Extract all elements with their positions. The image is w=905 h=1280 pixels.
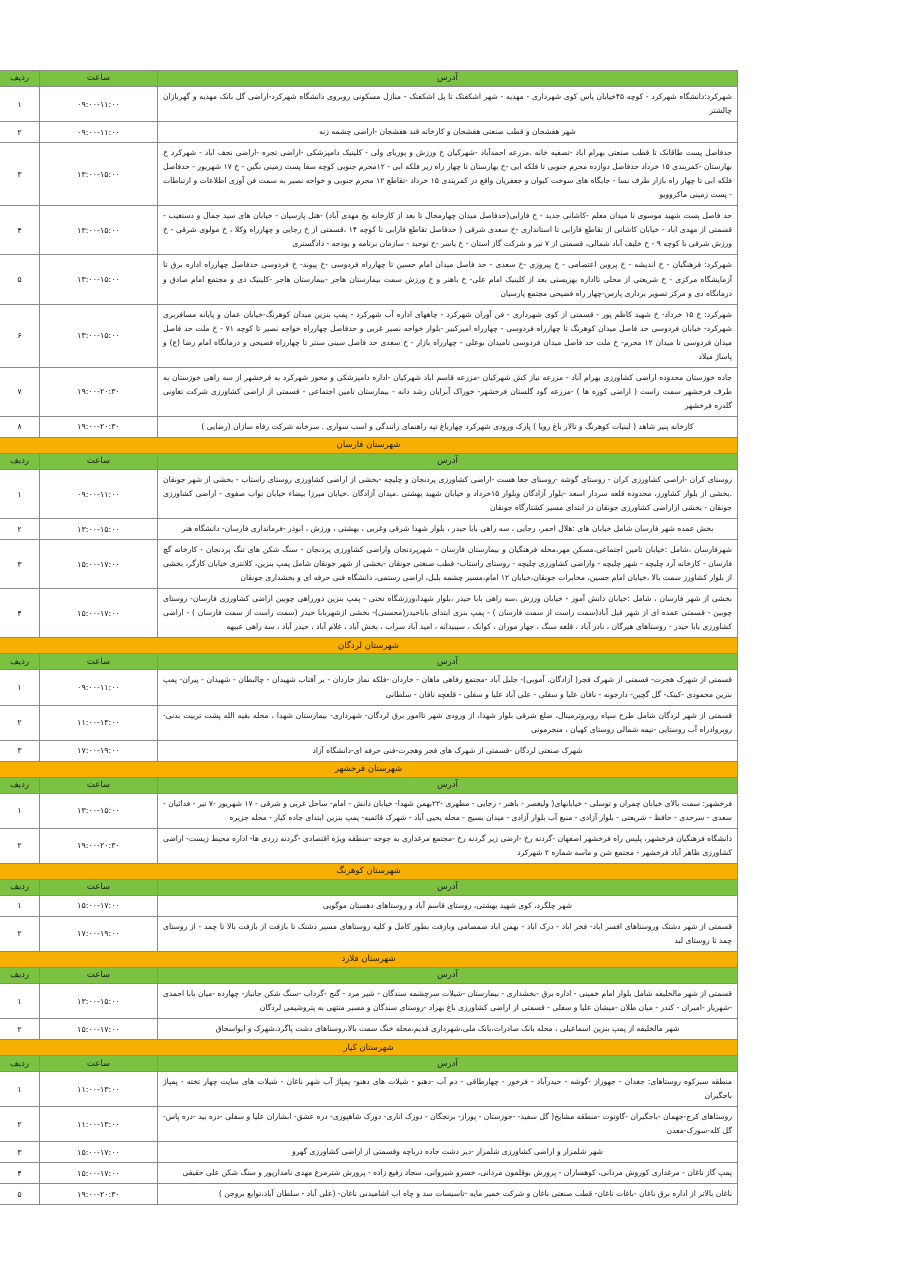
city-section-header [0, 1040, 738, 1056]
column-header-row [0, 71, 738, 87]
column-header-address: آدرس [158, 71, 738, 87]
cell-outage-time: ۱۱:۰۰-۱۳:۰۰ [40, 1072, 158, 1107]
cell-address: شهرکرد: فرهنگیان - خ اندیشه - خ پروین اعتصامی - خ پیروزی -خ سعدی - حد فاصل میدان امام حسین تا چهارراه فردوسی -خ پیوند- خ فردوسی حدفاصل چهارراه اداره برق تا آزمایشگاه مرکزی - خ شریعتی از محلی تااداره بهزیستی بعد از کلینیک امام علی- خ باهنر و خ ورزش سمت بیمارستان هاجر -بیمارستان هاجر -کلینیک دی و مجتمع امام صادق و درمانگاه دی و مرکز تصویر برداری پارس-چهار راه فصیحی مجتمع پارسیان [158, 255, 738, 304]
cell-address: شهرفارسان ،شامل :خیابان تامین اجتماعی،مسکن مهر،محله فرهنگیان و بیمارستان فارسان - شهرپردنجان واراضی کشاورزی پردنجان - سنگ شکن های تنگ پردنجان - کارخانه گچ فارسان - کارخانه آرد چلیچه - شهر چلیچه - واراضی کشاورزی چلیچه - روستای راستاب- قطب صنعتی جونقان -بخشی از شهر جونقان شامل پمپ بنزین، کلانتری خیابان کارگر، بخشی از بلوار کشاورز سمت بالا ،خیابان امام حسین، مخابرات جونقان،خیابان ۱۲ امام،مسیر چشمه بلبل، اراضی رستمی، دانشگاه فنی حرفه ای و بخشداری جونقان [158, 540, 738, 589]
cell-address: دانشگاه فرهنگیان فرخشهر، پلیس راه فرخشهر اصفهان -گردنه رخ -ارضی زیر گردنه رخ -مجتمع مرغداری به جوجه -منطقه ویژه اقتصادی -گردنه زردی ها- اداره محیط زیست- اراضی کشاورزی ظاهر آباد فرخشهر - مجتمع شن و ماسه شماره ۲ شهرکرد [158, 828, 738, 863]
outage-schedule-table [0, 70, 738, 1205]
cell-outage-time: ۱۱:۰۰-۱۳:۰۰ [40, 1107, 158, 1142]
column-header-row [0, 879, 738, 895]
column-header-time: ساعت [40, 654, 158, 670]
cell-address: حد فاصل پست شهید موسوی تا میدان معلم -کاشانی جدید - خ فارابی(حدفاصل میدان چهارمحال تا بعد از کارخانه یخ مهدی آباد) -هتل پارسیان - خیابان های سید جمال و دستغیب - قسمتی از مهدی اباد - خیابان کاشانی از تقاطع فارابی تا استانداری -خ سعدی شرقی ( حدفاصل تقاطع فارابی تا کوچه ۱۴ ،قسمتی از خ رجایی و چهارراه وکلا ، خ مولوی شرقی - خ ورزش شرقی تا کوچه ۹ - خ خلیف آباد شمالی، قسمتی از ۷ تیر و شرکت گاز استان - خ یاسر -خ توحید - سازمان برنامه و بودجه - دادگستری [158, 206, 738, 255]
table-row [0, 1163, 738, 1184]
column-header-time: ساعت [40, 968, 158, 984]
cell-row-number: ۱ [0, 984, 40, 1019]
cell-row-number: ۱ [0, 1072, 40, 1107]
city-section-header [0, 638, 738, 654]
table-row [0, 1184, 738, 1205]
cell-address: حدفاصل پست طاقانک تا قطب صنعتی بهرام اباد -تصفیه خانه .مزرعه احمدآباد -شهرکیان خ ورزش و پوربای ولی - کلینیک دامپزشکی -اراضی تجره -اراضی نجف اباد - شهرکرد خ بهارستان -کمربندی ۱۵ خرداد حدفاصل دوازده محرم جنوبی تا فلکه ابی -خ بهارستان تا چهار راه زیر فلکه ابی - ۱۲محرم جنوبی کوچه سفا پست زمینی نگین - خ ۱۷ شهریور - حدفاصل فلکه ابی تا چهار راه بازار طرف نسا - جایگاه های سوخت کیوان و جعفریان واقع در کمربندی ۱۵ خرداد -تقاطع ۱۲ محرم جنوبی و خواجه نصیر به سمت فن آوری اطلاعات و ارتباطات - پست زمینی ماکروویو [158, 143, 738, 206]
cell-row-number: ۵ [0, 255, 40, 304]
cell-outage-time: ۱۵:۰۰-۱۷:۰۰ [40, 540, 158, 589]
column-header-row-number: ردیف [0, 879, 40, 895]
city-name: شهرستان لردگان [0, 638, 738, 654]
cell-outage-time: ۰۹:۰۰-۱۱:۰۰ [40, 122, 158, 143]
column-header-row-number: ردیف [0, 654, 40, 670]
column-header-row-number: ردیف [0, 777, 40, 793]
cell-address: قسمتی از شهر دشتک وروستاهای افسر اباد- فخر اباد - درک اباد - بهمن اباد صمصامی وبازفت بطور کامل و کلیه روستاهای مسیر دشتک تا بازفت از بازفت بالا تا چمد - از روستای چمد تا روستای لبد [158, 916, 738, 951]
cell-address: شهرکرد: خ ۱۵ خرداد- خ شهید کاظم پور - قسمتی از کوی شهرداری - فن آوران شهرکرد - چاههای اداره آب شهرکرد - پمپ بنزین میدان کوهرنگ-خیابان عمان و پایانه مسافربری شهرکرد- خیابان فردوسی حد فاصل میدان کوهرنگ تا چهارراه فردوسی - چهارراه امیرکبیر -بلوار خواجه نصیر غربی و حدفاصل چهارراه خواجه نصیر تا کوچه ۷۱ - خ ملت حد فاصل میدان فردوسی تا میدان ۱۲ محرم- خ ملت حد فاصل میدان فردوسی تامیدان بوعلی - چهارراه بازار - خ سعدی حد فاصل سینی سنتر تا چهارراه فصیحی و درمانگاه امام رضا (ع) و پاساژ میلاد [158, 304, 738, 367]
table-row [0, 670, 738, 705]
column-header-row [0, 777, 738, 793]
cell-row-number: ۲ [0, 916, 40, 951]
cell-address: شهر شلمزار و اراضی کشاورزی شلمزار -دیز دشت جاده درباچه وقسمتی از اراضی کشاورزی گهرو [158, 1142, 738, 1163]
city-section-header [0, 863, 738, 879]
cell-outage-time: ۱۹:۰۰-۲۰:۳۰ [40, 828, 158, 863]
cell-address: فرخشهر: سمت بالای خیابان چمران و توسلی - خیابانهای( ولیعصر - باهنر - رجایی - مطهری -۲۲بهمن شهدا- خیابان دانش - امام- ساحل غربی و شرقی - ۱۷ شهریور -۷ تیر - فدائیان - سعدی - سرحدی - حافظ - شریعتی - بلوار آزادی - منبع آب بلوار آزادی - میدان بسیج - محله یحیی آباد - شهرک قائمیه- پمپ بنزین ابتدای جاده کیار - محله جزیره [158, 793, 738, 828]
cell-row-number: ۳ [0, 1142, 40, 1163]
cell-row-number: ۲ [0, 122, 40, 143]
table-row [0, 1072, 738, 1107]
column-header-time: ساعت [40, 879, 158, 895]
column-header-row [0, 453, 738, 469]
cell-address: کارخانه پنیر شاهد ( لبنیات کوهرنگ و تالار باغ رویا ) پارک ورودی شهرکرد چهارباغ تپه راهنمای رانندگی و اسب سواری . سرخانه شرکت رفاه سازان (رضایی ) [158, 416, 738, 437]
table-row [0, 1019, 738, 1040]
cell-row-number: ۱ [0, 670, 40, 705]
table-row [0, 793, 738, 828]
cell-address: جاده خوزستان محدوده اراضی کشاورزی بهرام آباد - مزرعه نیاز کش شهرکیان -مزرعه قاسم اباد شهرکیان -اداره دامپزشکی و محور شهرکرد به فرخشهر از سه راهی خوزستان به طرف فرخشهر سمت راست ( اراضی کوره ها ) -مزرعه گود گلستان فرخشهر- خوراک آبزایان رشد دانه - بیمارستان تامین اجتماعی - قسمتی از اراضی کشاورزی شرکت تعاونی گلدره فرخشهر [158, 367, 738, 416]
table-row [0, 519, 738, 540]
column-header-row [0, 1056, 738, 1072]
cell-outage-time: ۰۹:۰۰-۱۱:۰۰ [40, 670, 158, 705]
cell-outage-time: ۱۳:۰۰-۱۵:۰۰ [40, 793, 158, 828]
column-header-address: آدرس [158, 777, 738, 793]
cell-outage-time: ۰۹:۰۰-۱۱:۰۰ [40, 87, 158, 122]
table-row [0, 589, 738, 638]
cell-outage-time: ۱۵:۰۰-۱۷:۰۰ [40, 895, 158, 916]
table-row [0, 87, 738, 122]
cell-address: شهرک صنعتی لردگان -قسمتی از شهرک های فجر وهجرت-فنی حرفه ای-دانشگاه آزاد [158, 740, 738, 761]
table-row [0, 367, 738, 416]
city-section-header [0, 761, 738, 777]
cell-row-number: ۶ [0, 304, 40, 367]
column-header-row-number: ردیف [0, 1056, 40, 1072]
table-row [0, 984, 738, 1019]
cell-row-number: ۲ [0, 1107, 40, 1142]
cell-outage-time: ۱۳:۰۰-۱۵:۰۰ [40, 519, 158, 540]
column-header-time: ساعت [40, 71, 158, 87]
cell-address: شهر چلگرد، کوی شهید بهشتی، روستای قاسم آباد و روستاهای دهستان موگویی [158, 895, 738, 916]
city-name: شهرستان فلارد [0, 952, 738, 968]
cell-outage-time: ۱۷:۰۰-۱۹:۰۰ [40, 916, 158, 951]
table-row [0, 1107, 738, 1142]
table-row [0, 143, 738, 206]
column-header-time: ساعت [40, 1056, 158, 1072]
column-header-row [0, 654, 738, 670]
cell-outage-time: ۱۳:۰۰-۱۵:۰۰ [40, 304, 158, 367]
cell-address: ناغان بالاتر از اداره برق ناغان -باغات ناغان- قطب صنعتی ناغان و شرکت خمیر مایه -تاسیسات سد و چاه اب اشامیدنی ناغان- (علی آباد - سلطان آباد،توابع بروجن ) [158, 1184, 738, 1205]
cell-row-number: ۱ [0, 895, 40, 916]
column-header-address: آدرس [158, 968, 738, 984]
column-header-row [0, 968, 738, 984]
cell-row-number: ۱ [0, 469, 40, 518]
column-header-time: ساعت [40, 453, 158, 469]
cell-address: بخش عمده شهر فارسان شامل خیابان های :هلال احمر، رجایی ، سه راهی بابا حیدر ، بلوار شهدا شرقی وغربی ، بهشتی ، ورزش ، ابوذر -فرمانداری فارسان- دانشگاه هنر [158, 519, 738, 540]
column-header-address: آدرس [158, 879, 738, 895]
column-header-row-number: ردیف [0, 968, 40, 984]
column-header-row-number: ردیف [0, 453, 40, 469]
table-row [0, 740, 738, 761]
table-row [0, 705, 738, 740]
cell-address: شهرکرد:دانشگاه شهرکرد - کوچه ۴۵خیابان یاس کوی شهرداری - مهدیه - شهر اشکفتک تا پل اشکفتک - منازل مسکونی روبروی دانشگاه شهرکرد-اراضی گل بانک مهدیه و گهربازان چالشتر [158, 87, 738, 122]
cell-address: منطقه سبزکوه روستاهای: جغدان - جهوراز -گوشه - حیدرآباد - فرخور - چهارطاقی - دم آب -دهنو - شیلات های دهنو- پمپاژ آب شهر ناغان - شیلات های سایت چهار تخته - پمپاژ باجگیران [158, 1072, 738, 1107]
table-row [0, 540, 738, 589]
cell-row-number: ۳ [0, 143, 40, 206]
cell-outage-time: ۱۵:۰۰-۱۷:۰۰ [40, 1163, 158, 1184]
cell-address: پمپ گاز ناغان - مرغداری کوروش مردانی، کوهساران - پرورش بوقلمون مردانی، خسرو شیروانی، سجاد رفیع زاده - پرورش شترمرغ مهدی نامداریور و سنگ شکن علی حقیقی [158, 1163, 738, 1184]
column-header-address: آدرس [158, 654, 738, 670]
cell-outage-time: ۱۵:۰۰-۱۷:۰۰ [40, 589, 158, 638]
cell-address: قسمتی از شهر مالخلیفه شامل بلوار امام خمینی - اداره برق -بخشداری - بیمارستان -شیلات سرچشمه سندگان - شیر مرد - گنج -گرداب -سنگ شکن جانباز- چهارده -میان بابا احمدی -شهریار -امیران - کندر - میان طلان -میشان علیا و سفلی - قسمتی از اراضی کشاورزی باغ بهزاد -روستای سندگان و مسیر منتهی به پتروشیمی لردگان [158, 984, 738, 1019]
cell-row-number: ۳ [0, 540, 40, 589]
cell-outage-time: ۱۳:۰۰-۱۵:۰۰ [40, 984, 158, 1019]
cell-outage-time: ۱۹:۰۰-۲۰:۳۰ [40, 416, 158, 437]
table-row [0, 416, 738, 437]
table-row [0, 206, 738, 255]
cell-outage-time: ۱۵:۰۰-۱۷:۰۰ [40, 1142, 158, 1163]
cell-address: قسمتی از شهر لردگان شامل طرح سپاه روبروترمینال، ضلع شرقی بلوار شهدا، از ورودی شهر تاامور برق لردگان- شهرداری- بیمارستان شهدا ، محله بقیه الله پشت تربیت بدنی-روبروادراه آب روستایی -نیمه شمالی روستای کهیان ، منجرمونی [158, 705, 738, 740]
table-row [0, 304, 738, 367]
cell-outage-time: ۱۹:۰۰-۲۰:۳۰ [40, 1184, 158, 1205]
cell-outage-time: ۱۳:۰۰-۱۵:۰۰ [40, 206, 158, 255]
cell-row-number: ۱ [0, 793, 40, 828]
city-name: شهرستان کوهرنگ [0, 863, 738, 879]
city-section-header [0, 437, 738, 453]
cell-address: شهر هفشجان و قطب صنعتی هفشجان و کارخانه قند هفشجان -اراضی چشمه زنه [158, 122, 738, 143]
table-row [0, 469, 738, 518]
table-row [0, 122, 738, 143]
cell-row-number: ۴ [0, 589, 40, 638]
table-row [0, 1142, 738, 1163]
cell-outage-time: ۰۹:۰۰-۱۱:۰۰ [40, 469, 158, 518]
cell-outage-time: ۱۱:۰۰-۱۳:۰۰ [40, 705, 158, 740]
column-header-time: ساعت [40, 777, 158, 793]
city-name: شهرستان فارسان [0, 437, 738, 453]
cell-row-number: ۲ [0, 705, 40, 740]
table-row [0, 916, 738, 951]
city-name: شهرستان فرخشهر [0, 761, 738, 777]
cell-row-number: ۲ [0, 1019, 40, 1040]
cell-outage-time: ۱۳:۰۰-۱۵:۰۰ [40, 255, 158, 304]
cell-row-number: ۱ [0, 87, 40, 122]
cell-address: روستاهای کرج-جهمان -باجگیران -گاوتوت -منطقه مشایخ( گل سفید- -جوزستان - پوراز- برنجگان - دورک اناری- دورک شاهپوری- دره عشق- ابشاران علیا و سفلی -دره بید -دره پاس-گل کله-سورک-معدن [158, 1107, 738, 1142]
table-row [0, 828, 738, 863]
cell-row-number: ۴ [0, 1163, 40, 1184]
table-row [0, 895, 738, 916]
cell-row-number: ۵ [0, 1184, 40, 1205]
cell-row-number: ۲ [0, 519, 40, 540]
city-name: شهرستان کیار [0, 1040, 738, 1056]
cell-address: شهر مالخلیفه از پمپ بنزین اسماعیلی ، محله بانک صادرات،بانک ملی،شهرداری قدیم،محله خنگ سمت بالا،روستاهای دشت پاگرد،شهرک و ابواسحاق [158, 1019, 738, 1040]
column-header-address: آدرس [158, 1056, 738, 1072]
cell-row-number: ۸ [0, 416, 40, 437]
cell-address: بخشی از شهر فارسان ، شامل :خیابان دانش آموز - خیابان ورزش ،سه راهی بابا حیدر ،بلوار شهدا،ورزشگاه تختی - پمپ بنزین دورراهی چوبین اراضی کشاورزی فارسان- روستای چوبین - قسمتی عمده ای از شهر قبل آباد(سمت راست از سمت فارسان ) - پمپ بنزی ابتدای باباحیدر(محسنی)- بخشی ازشهربابا حیدر (سمت راست از سمت فارسان ) - اراضی کشاورزی بابا حیدر - روستاهای هیرگان ، نادر آباد ، قلعه سنگ ، جهار موران ، کوانک ، سیبیدانه ، امید آباد سراب ، بخش آباد ، غلام آباد ، حیدر آباد ، سه راهی عبیهه [158, 589, 738, 638]
cell-outage-time: ۱۵:۰۰-۱۷:۰۰ [40, 1019, 158, 1040]
column-header-address: آدرس [158, 453, 738, 469]
cell-outage-time: ۱۹:۰۰-۲۰:۳۰ [40, 367, 158, 416]
cell-address: روستای کران -اراضی کشاورزی کران - روستای گوشه -روستای جغا هست -اراضی کشاورزی پردنجان و چلیچه -بخشی از اراضی کشاورزی روستای راستاب - بخشی از شهر جونقان .بخشی از بلوار کشاورز، محدوده قلعه سردار اسعد -بلوار آزادگان وبلوار ۱۵خرداد و خیابان شهید بهشتی .میدان آزادگان .خیابان میرزا بیضاء خیابان نواب صفوی - اراضی کشاورزی جونقان - بخشی ازاراضی کشاورزی جونقان در ابتدای مسیر کشتارگاه جونقان [158, 469, 738, 518]
table-row [0, 255, 738, 304]
cell-row-number: ۲ [0, 828, 40, 863]
cell-address: قسمتی از شهرک هجرت- قسمتی از شهرک فجر( آزادگان. آموبی)- جلیل آباد -مجتمع رفاهی ماهان - خاردان -فلکه نماز خاردان - بر آفتاب شهیدان - چالبطان - شهیدان - پیران- پمپ بنزین محمودی -کینک- گل گچین- دارجونه - نافان علیا و سفلی - علی آباد علیا و سفلی - قلعچه نافان - سلطانی [158, 670, 738, 705]
cell-outage-time: ۱۳:۰۰-۱۵:۰۰ [40, 143, 158, 206]
cell-outage-time: ۱۷:۰۰-۱۹:۰۰ [40, 740, 158, 761]
cell-row-number: ۳ [0, 740, 40, 761]
cell-row-number: ۷ [0, 367, 40, 416]
column-header-row-number: ردیف [0, 71, 40, 87]
city-section-header [0, 952, 738, 968]
cell-row-number: ۴ [0, 206, 40, 255]
